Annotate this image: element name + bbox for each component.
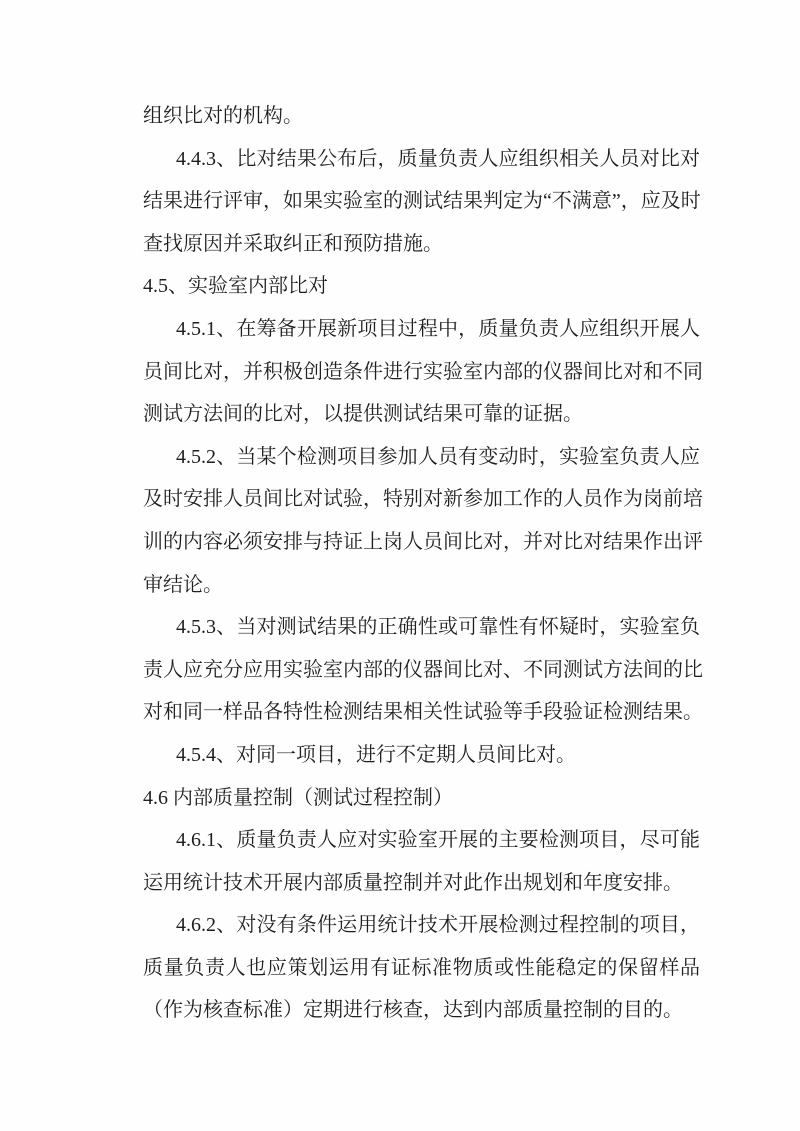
text-line: 运用统计技术开展内部质量控制并对此作出规划和年度安排。 <box>143 871 683 894</box>
section-heading: 4.5、实验室内部比对 <box>143 275 328 298</box>
text-line: 4.5.2、当某个检测项目参加人员有变动时，实验室负责人应 <box>176 445 700 468</box>
text-line: 组织比对的机构。 <box>143 105 303 127</box>
text-line: 及时安排人员间比对试验，特别对新参加工作的人员作为岗前培 <box>143 488 703 511</box>
section-heading: 4.6 内部质量控制（测试过程控制） <box>143 786 453 809</box>
text-line: 4.6.1、质量负责人应对实验室开展的主要检测项目，尽可能 <box>176 829 700 852</box>
text-line: 员间比对，并积极创造条件进行实验室内部的仪器间比对和不同 <box>143 360 703 383</box>
text-block <box>143 95 703 1032</box>
text-line: 责人应充分应用实验室内部的仪器间比对、不同测试方法间的比 <box>143 658 703 681</box>
text-line: 4.5.4、对同一项目，进行不定期人员间比对。 <box>176 743 576 766</box>
text-line: 4.5.3、当对测试结果的正确性或可靠性有怀疑时，实验室负 <box>176 616 700 639</box>
text-line: 质量负责人也应策划运用有证标准物质或性能稳定的保留样品 <box>143 956 700 979</box>
text-line: 训的内容必须安排与持证上岗人员间比对，并对比对结果作出评 <box>143 530 703 553</box>
text-line: 4.6.2、对没有条件运用统计技术开展检测过程控制的项目， <box>176 914 700 937</box>
text-line: 审结论。 <box>143 573 223 596</box>
text-line: （作为核查标准）定期进行核查，达到内部质量控制的目的。 <box>143 999 683 1022</box>
text-line: 结果进行评审，如果实验室的测试结果判定为“不满意”，应及时 <box>143 190 701 213</box>
text-line: 4.5.1、在筹备开展新项目过程中，质量负责人应组织开展人 <box>176 317 700 340</box>
text-line: 测试方法间的比对，以提供测试结果可靠的证据。 <box>143 403 583 426</box>
text-line: 查找原因并采取纠正和预防措施。 <box>143 232 443 255</box>
text-line: 4.4.3、比对结果公布后，质量负责人应组织相关人员对比对 <box>176 147 700 170</box>
text-line: 对和同一样品各特性检测结果相关性试验等手段验证检测结果。 <box>143 701 703 724</box>
